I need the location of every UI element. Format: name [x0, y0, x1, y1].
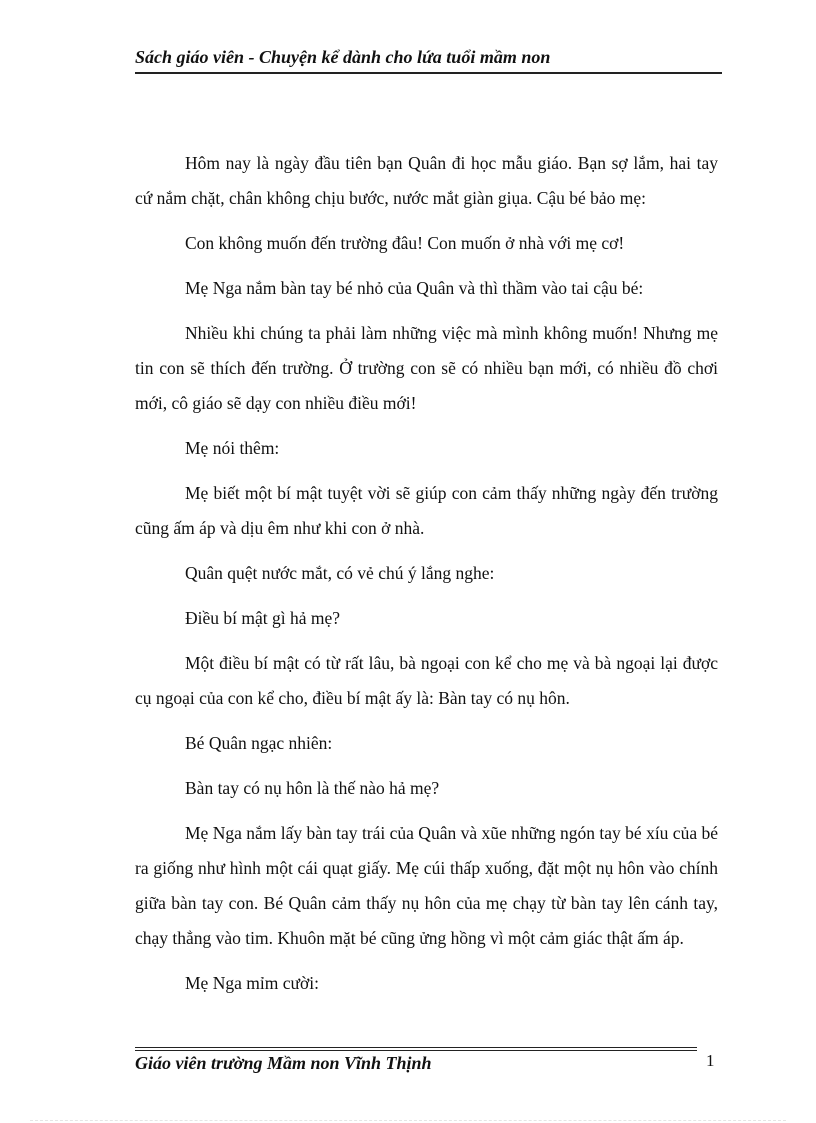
footer-rule — [135, 1047, 697, 1051]
paragraph: Mẹ nói thêm: — [185, 438, 280, 458]
footer-title: Giáo viên trường Mầm non Vĩnh Thịnh — [135, 1053, 432, 1073]
paragraph: Bàn tay có nụ hôn là thế nào hả mẹ? — [185, 778, 440, 798]
header-title: Sách giáo viên - Chuyện kể dành cho lứa tuổi mầm non — [135, 47, 551, 67]
paragraph: Một điều bí mật có từ rất lâu, bà ngoại con kể cho mẹ và bà ngoại lại được cụ ngoại của con kể cho, điều bí mật ấy là: Bàn tay có nụ hôn. — [135, 653, 718, 708]
paragraph: Quân quệt nước mắt, có vẻ chú ý lắng nghe: — [185, 563, 495, 583]
paragraph: Mẹ Nga nắm bàn tay bé nhỏ của Quân và thì thầm vào tai cậu bé: — [185, 278, 644, 298]
paragraph: Hôm nay là ngày đầu tiên bạn Quân đi học mẫu giáo. Bạn sợ lắm, hai tay cứ nắm chặt, chân không chịu bước, nước mắt giàn giụa. Cậu bé bảo mẹ: — [135, 153, 718, 208]
paragraph: Bé Quân ngạc nhiên: — [185, 733, 333, 753]
paragraph: Mẹ Nga nắm lấy bàn tay trái của Quân và xũe những ngón tay bé xíu của bé ra giống như hình một cái quạt giấy. Mẹ cúi thấp xuống, đặt một nụ hôn vào chính giữa bàn tay con. Bé Quân cảm thấy nụ hôn của mẹ chạy từ bàn tay lên cánh tay, chạy thẳng vào tim. Khuôn mặt bé cũng ửng hồng vì một cảm giác thật ấm áp. — [135, 823, 718, 948]
paragraph: Nhiều khi chúng ta phải làm những việc mà mình không muốn! Nhưng mẹ tin con sẽ thích đến trường. Ở trường con sẽ có nhiều bạn mới, có nhiều đồ chơi mới, cô giáo sẽ dạy con nhiều điều mới! — [135, 323, 718, 413]
paragraph: Mẹ Nga mỉm cười: — [185, 973, 319, 993]
header-rule — [135, 72, 722, 74]
page-number: 1 — [706, 1051, 715, 1070]
paragraph: Điều bí mật gì hả mẹ? — [185, 608, 341, 628]
paragraph: Con không muốn đến trường đâu! Con muốn ở nhà với mẹ cơ! — [185, 233, 625, 253]
story-body — [135, 146, 718, 1011]
page-edge-divider — [30, 1120, 786, 1121]
paragraph: Mẹ biết một bí mật tuyệt vời sẽ giúp con cảm thấy những ngày đến trường cũng ấm áp và dịu êm như khi con ở nhà. — [135, 483, 718, 538]
